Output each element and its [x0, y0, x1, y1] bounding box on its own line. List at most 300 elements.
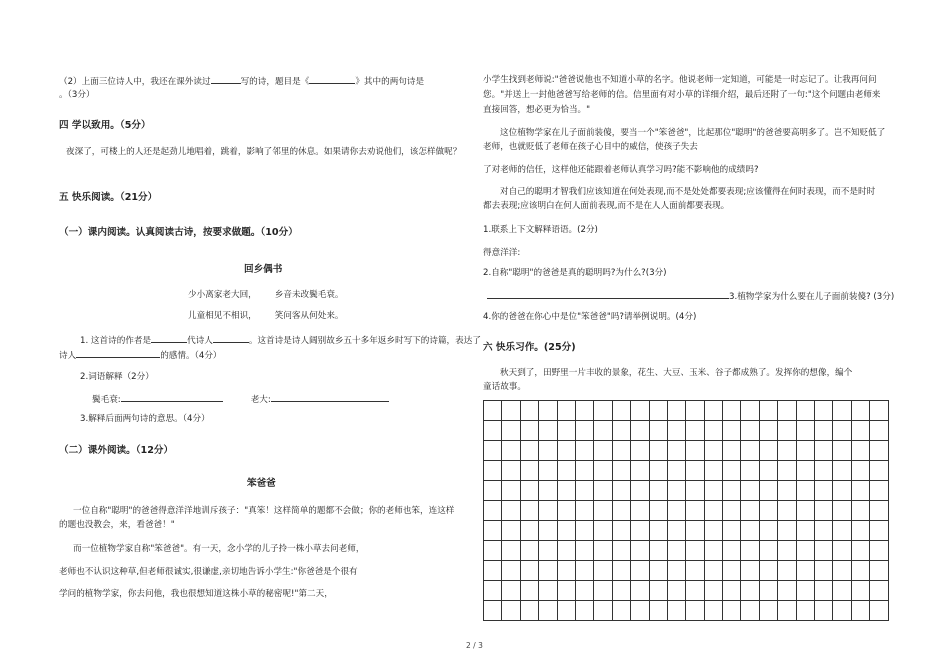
grid-cell[interactable]	[649, 601, 667, 621]
poem-line2	[188, 310, 344, 322]
grid-cell[interactable]	[520, 421, 538, 441]
grid-cell[interactable]	[631, 561, 649, 581]
grid-cell[interactable]	[815, 481, 833, 501]
grid-cell[interactable]	[815, 601, 833, 621]
grid-cell[interactable]	[649, 541, 667, 561]
grid-cell[interactable]	[759, 541, 777, 561]
q2-line2: 。（3分）	[59, 90, 95, 100]
grid-cell[interactable]	[612, 521, 630, 541]
grid-cell[interactable]	[741, 561, 759, 581]
grid-cell[interactable]	[594, 601, 612, 621]
grid-row	[484, 421, 889, 441]
grid-cell[interactable]	[649, 481, 667, 501]
grid-cell[interactable]	[649, 581, 667, 601]
grid-cell[interactable]	[815, 401, 833, 421]
blank[interactable]	[151, 333, 187, 343]
grid-cell[interactable]	[520, 521, 538, 541]
grid-cell[interactable]	[502, 461, 520, 481]
grid-cell[interactable]	[667, 481, 685, 501]
grid-cell[interactable]	[686, 501, 704, 521]
grid-cell[interactable]	[741, 501, 759, 521]
blank[interactable]	[309, 74, 355, 84]
grid-cell[interactable]	[851, 421, 869, 441]
grid-cell[interactable]	[594, 561, 612, 581]
grid-cell[interactable]	[723, 501, 741, 521]
grid-cell[interactable]	[870, 421, 888, 441]
grid-cell[interactable]	[870, 461, 888, 481]
grid-cell[interactable]	[594, 521, 612, 541]
grid-cell[interactable]	[612, 401, 630, 421]
grid-cell[interactable]	[704, 581, 722, 601]
grid-cell[interactable]	[667, 581, 685, 601]
grid-cell[interactable]	[870, 541, 888, 561]
grid-cell[interactable]	[686, 561, 704, 581]
grid-cell[interactable]	[778, 601, 796, 621]
grid-cell[interactable]	[723, 401, 741, 421]
grid-cell[interactable]	[686, 461, 704, 481]
grid-cell[interactable]	[759, 481, 777, 501]
grid-cell[interactable]	[594, 541, 612, 561]
grid-cell[interactable]	[484, 481, 502, 501]
grid-cell[interactable]	[484, 421, 502, 441]
grid-cell[interactable]	[686, 541, 704, 561]
grid-cell[interactable]	[759, 601, 777, 621]
grid-cell[interactable]	[851, 541, 869, 561]
grid-cell[interactable]	[833, 481, 851, 501]
right-l8: 都去表现;应该明白在何人面前表现,而不是在人人面前都要表现。	[483, 201, 730, 211]
grid-cell[interactable]	[778, 421, 796, 441]
grid-cell[interactable]	[870, 581, 888, 601]
grid-cell[interactable]	[870, 501, 888, 521]
sub1-title: （一）课内阅读。认真阅读古诗，按要求做题。（10分）	[59, 227, 298, 238]
grid-cell[interactable]	[796, 601, 814, 621]
grid-cell[interactable]	[833, 561, 851, 581]
grid-cell[interactable]	[778, 541, 796, 561]
grid-cell[interactable]	[686, 401, 704, 421]
section4-text: 夜深了，可楼上的人还是起劲儿地唱着，跳着，影响了邻里的休息。如果请你去劝说他们，该怎样做呢？	[66, 147, 462, 157]
grid-cell[interactable]	[557, 441, 575, 461]
grid-cell[interactable]	[833, 601, 851, 621]
blank[interactable]	[211, 74, 241, 84]
poem-q2: 2.词语解释（2分）	[80, 372, 154, 382]
grid-cell[interactable]	[815, 421, 833, 441]
grid-cell[interactable]	[778, 481, 796, 501]
grid-cell[interactable]	[686, 441, 704, 461]
grid-cell[interactable]	[667, 601, 685, 621]
right-l5: 老师，也就贬低了老师在孩子心目中的威信，使孩子失去	[483, 142, 698, 152]
grid-cell[interactable]	[833, 401, 851, 421]
grid-cell[interactable]	[594, 481, 612, 501]
grid-cell[interactable]	[723, 461, 741, 481]
grid-cell[interactable]	[704, 441, 722, 461]
grid-cell[interactable]	[778, 441, 796, 461]
grid-cell[interactable]	[539, 461, 557, 481]
grid-cell[interactable]	[612, 481, 630, 501]
poem-q2-words	[92, 392, 389, 406]
section6-l2: 童话故事。	[483, 382, 526, 392]
grid-cell[interactable]	[870, 561, 888, 581]
grid-cell[interactable]	[796, 401, 814, 421]
grid-row	[484, 461, 889, 481]
grid-cell[interactable]	[557, 541, 575, 561]
grid-cell[interactable]	[741, 461, 759, 481]
grid-cell[interactable]	[759, 461, 777, 481]
grid-cell[interactable]	[649, 501, 667, 521]
q2-text-b: 写的诗，题目是《	[240, 77, 310, 87]
grid-cell[interactable]	[723, 541, 741, 561]
grid-cell[interactable]	[557, 481, 575, 501]
grid-cell[interactable]	[575, 481, 593, 501]
grid-cell[interactable]	[484, 461, 502, 481]
grid-cell[interactable]	[667, 521, 685, 541]
grid-cell[interactable]	[704, 461, 722, 481]
grid-cell[interactable]	[741, 441, 759, 461]
section4-title: 四 学以致用。（5分）	[59, 120, 151, 131]
grid-cell[interactable]	[539, 581, 557, 601]
grid-cell[interactable]	[723, 521, 741, 541]
grid-cell[interactable]	[502, 441, 520, 461]
grid-cell[interactable]	[851, 461, 869, 481]
grid-cell[interactable]	[539, 501, 557, 521]
grid-cell[interactable]	[631, 501, 649, 521]
grid-cell[interactable]	[704, 501, 722, 521]
story-title: 笨爸爸	[247, 478, 276, 489]
grid-cell[interactable]	[815, 581, 833, 601]
grid-cell[interactable]	[796, 541, 814, 561]
grid-cell[interactable]	[815, 561, 833, 581]
grid-cell[interactable]	[612, 461, 630, 481]
grid-cell[interactable]	[557, 601, 575, 621]
grid-cell[interactable]	[759, 581, 777, 601]
grid-cell[interactable]	[631, 441, 649, 461]
grid-cell[interactable]	[796, 461, 814, 481]
grid-cell[interactable]	[704, 421, 722, 441]
grid-cell[interactable]	[484, 521, 502, 541]
grid-cell[interactable]	[778, 581, 796, 601]
grid-cell[interactable]	[870, 521, 888, 541]
story-p1-l1: 一位自称"聪明"的爸爸得意洋洋地训斥孩子："真笨！这样简单的题都不会做；你的老师也笨，连这样	[73, 506, 455, 516]
grid-cell[interactable]	[723, 481, 741, 501]
grid-cell[interactable]	[759, 401, 777, 421]
grid-cell[interactable]	[815, 521, 833, 541]
grid-cell[interactable]	[502, 521, 520, 541]
grid-cell[interactable]	[539, 541, 557, 561]
grid-cell[interactable]	[631, 461, 649, 481]
grid-cell[interactable]	[649, 461, 667, 481]
grid-cell[interactable]	[851, 481, 869, 501]
grid-cell[interactable]	[815, 501, 833, 521]
word-laoda: 老大:	[250, 395, 271, 405]
grid-cell[interactable]	[502, 401, 520, 421]
grid-cell[interactable]	[667, 441, 685, 461]
grid-cell[interactable]	[649, 521, 667, 541]
grid-cell[interactable]	[539, 421, 557, 441]
blank[interactable]	[213, 333, 249, 343]
grid-cell[interactable]	[723, 581, 741, 601]
grid-cell[interactable]	[612, 561, 630, 581]
grid-cell[interactable]	[778, 561, 796, 581]
poem-q1-c: 。这首诗是诗人阔别故乡五十多年返乡时写下的诗篇，表达了	[248, 336, 481, 346]
grid-cell[interactable]	[759, 441, 777, 461]
grid-cell[interactable]	[502, 541, 520, 561]
grid-cell[interactable]	[870, 401, 888, 421]
grid-cell[interactable]	[539, 601, 557, 621]
grid-row	[484, 541, 889, 561]
grid-cell[interactable]	[502, 581, 520, 601]
poem-title: 回乡偶书	[244, 264, 283, 275]
grid-cell[interactable]	[649, 441, 667, 461]
grid-cell[interactable]	[557, 421, 575, 441]
grid-cell[interactable]	[778, 521, 796, 541]
grid-cell[interactable]	[704, 521, 722, 541]
grid-cell[interactable]	[631, 421, 649, 441]
grid-cell[interactable]	[631, 601, 649, 621]
grid-cell[interactable]	[484, 401, 502, 421]
grid-cell[interactable]	[815, 441, 833, 461]
grid-cell[interactable]	[759, 501, 777, 521]
grid-cell[interactable]	[741, 521, 759, 541]
grid-cell[interactable]	[502, 601, 520, 621]
grid-cell[interactable]	[741, 541, 759, 561]
grid-cell[interactable]	[815, 541, 833, 561]
grid-row	[484, 581, 889, 601]
grid-cell[interactable]	[851, 521, 869, 541]
grid-cell[interactable]	[851, 601, 869, 621]
grid-cell[interactable]	[575, 561, 593, 581]
sub2-title: （二）课外阅读。（12分）	[59, 445, 174, 456]
blank[interactable]	[271, 392, 389, 402]
poem-q1-line2	[59, 348, 222, 362]
grid-cell[interactable]	[704, 401, 722, 421]
grid-cell[interactable]	[741, 481, 759, 501]
grid-cell[interactable]	[484, 561, 502, 581]
grid-cell[interactable]	[612, 501, 630, 521]
grid-cell[interactable]	[502, 561, 520, 581]
grid-cell[interactable]	[539, 401, 557, 421]
story-p2-l3: 学问的植物学家，你去问他，我也很想知道这株小草的秘密呢!"第二天，	[59, 589, 333, 599]
grid-cell[interactable]	[667, 501, 685, 521]
grid-cell[interactable]	[649, 421, 667, 441]
reading-q3: 3.植物学家为什么要在儿子面前装傻? (3分)	[729, 292, 895, 302]
grid-cell[interactable]	[833, 541, 851, 561]
grid-cell[interactable]	[557, 501, 575, 521]
grid-cell[interactable]	[575, 401, 593, 421]
grid-cell[interactable]	[594, 581, 612, 601]
grid-cell[interactable]	[778, 401, 796, 421]
grid-cell[interactable]	[631, 521, 649, 541]
grid-cell[interactable]	[741, 421, 759, 441]
grid-cell[interactable]	[557, 581, 575, 601]
grid-cell[interactable]	[502, 481, 520, 501]
grid-cell[interactable]	[704, 541, 722, 561]
grid-cell[interactable]	[520, 461, 538, 481]
grid-cell[interactable]	[484, 501, 502, 521]
grid-cell[interactable]	[833, 521, 851, 541]
grid-cell[interactable]	[612, 581, 630, 601]
grid-cell[interactable]	[704, 481, 722, 501]
grid-cell[interactable]	[520, 561, 538, 581]
grid-cell[interactable]	[833, 501, 851, 521]
grid-cell[interactable]	[833, 441, 851, 461]
grid-cell[interactable]	[667, 401, 685, 421]
grid-cell[interactable]	[484, 541, 502, 561]
grid-cell[interactable]	[594, 461, 612, 481]
grid-cell[interactable]	[815, 461, 833, 481]
poem-line1b: 乡音未改鬓毛衰。	[274, 290, 344, 300]
story-p2-l2: 老师也不认识这种草,但老师很诚实,很谦虚,亲切地告诉小学生:"你爸爸是个很有	[59, 567, 358, 577]
grid-cell[interactable]	[723, 421, 741, 441]
grid-cell[interactable]	[520, 441, 538, 461]
grid-cell[interactable]	[539, 441, 557, 461]
grid-cell[interactable]	[833, 461, 851, 481]
grid-cell[interactable]	[484, 601, 502, 621]
grid-cell[interactable]	[741, 401, 759, 421]
grid-cell[interactable]	[612, 541, 630, 561]
grid-cell[interactable]	[796, 441, 814, 461]
grid-cell[interactable]	[612, 441, 630, 461]
grid-cell[interactable]	[575, 501, 593, 521]
q2-line1	[59, 74, 424, 88]
grid-cell[interactable]	[796, 481, 814, 501]
grid-cell[interactable]	[557, 401, 575, 421]
grid-cell[interactable]	[686, 481, 704, 501]
grid-cell[interactable]	[870, 481, 888, 501]
right-l2: 您。"并送上一封他爸爸写给老师的信。信里面有对小草的详细介绍，最后还附了一句:"这个问题由老师来	[483, 90, 881, 100]
grid-cell[interactable]	[502, 421, 520, 441]
grid-cell[interactable]	[778, 501, 796, 521]
right-l3: 直接回答，想必更为恰当。"	[483, 105, 591, 115]
grid-row	[484, 481, 889, 501]
grid-cell[interactable]	[631, 401, 649, 421]
grid-cell[interactable]	[833, 581, 851, 601]
grid-cell[interactable]	[796, 581, 814, 601]
grid-cell[interactable]	[631, 541, 649, 561]
grid-cell[interactable]	[575, 541, 593, 561]
reading-q2: 2.自称"聪明"的爸爸是真的聪明吗?为什么?(3分)	[483, 268, 667, 278]
grid-cell[interactable]	[686, 581, 704, 601]
grid-cell[interactable]	[649, 561, 667, 581]
grid-row	[484, 441, 889, 461]
grid-cell[interactable]	[520, 541, 538, 561]
grid-cell[interactable]	[796, 501, 814, 521]
grid-cell[interactable]	[520, 501, 538, 521]
grid-cell[interactable]	[594, 421, 612, 441]
grid-cell[interactable]	[667, 461, 685, 481]
grid-cell[interactable]	[851, 501, 869, 521]
reading-q1-word: 得意洋洋:	[483, 248, 521, 258]
grid-cell[interactable]	[539, 481, 557, 501]
q2-text-a: （2）上面三位诗人中，我还在课外读过	[59, 77, 211, 87]
grid-cell[interactable]	[741, 581, 759, 601]
grid-cell[interactable]	[667, 421, 685, 441]
grid-cell[interactable]	[594, 441, 612, 461]
poem-q3: 3.解释后面两句诗的意思。（4分）	[80, 414, 210, 424]
grid-cell[interactable]	[796, 521, 814, 541]
grid-cell[interactable]	[520, 401, 538, 421]
grid-cell[interactable]	[667, 561, 685, 581]
grid-row	[484, 521, 889, 541]
right-l1: 小学生找到老师说:"爸爸说他也不知道小草的名字。他说老师一定知道，可能是一时忘记了。让我再问问	[483, 75, 877, 85]
grid-cell[interactable]	[796, 421, 814, 441]
grid-cell[interactable]	[575, 601, 593, 621]
grid-cell[interactable]	[686, 521, 704, 541]
grid-cell[interactable]	[833, 421, 851, 441]
grid-cell[interactable]	[667, 541, 685, 561]
grid-cell[interactable]	[502, 501, 520, 521]
q2-text-c: 》其中的两句诗是	[355, 77, 425, 87]
grid-cell[interactable]	[557, 561, 575, 581]
poem-q1-e: 的感情。（4分）	[160, 351, 222, 361]
grid-cell[interactable]	[723, 441, 741, 461]
grid-cell[interactable]	[575, 581, 593, 601]
poem-line1	[188, 289, 344, 301]
grid-cell[interactable]	[520, 481, 538, 501]
grid-cell[interactable]	[575, 521, 593, 541]
poem-line2b: 笑问客从何处来。	[274, 311, 344, 321]
grid-row	[484, 561, 889, 581]
poem-q1-b: 代诗人	[187, 336, 213, 346]
grid-cell[interactable]	[704, 561, 722, 581]
grid-cell[interactable]	[741, 601, 759, 621]
grid-cell[interactable]	[539, 561, 557, 581]
grid-cell[interactable]	[759, 561, 777, 581]
grid-cell[interactable]	[759, 521, 777, 541]
section6-title: 六 快乐习作。(25分)	[483, 342, 576, 353]
grid-cell[interactable]	[594, 501, 612, 521]
grid-cell[interactable]	[870, 601, 888, 621]
grid-cell[interactable]	[631, 581, 649, 601]
grid-cell[interactable]	[520, 581, 538, 601]
grid-cell[interactable]	[575, 421, 593, 441]
grid-cell[interactable]	[723, 561, 741, 581]
grid-cell[interactable]	[539, 521, 557, 541]
answer-line[interactable]	[487, 289, 729, 299]
grid-cell[interactable]	[575, 461, 593, 481]
grid-cell[interactable]	[704, 601, 722, 621]
writing-grid[interactable]	[483, 400, 889, 621]
grid-cell[interactable]	[759, 421, 777, 441]
blank[interactable]	[76, 348, 160, 358]
grid-cell[interactable]	[796, 561, 814, 581]
grid-cell[interactable]	[631, 481, 649, 501]
grid-cell[interactable]	[686, 601, 704, 621]
grid-cell[interactable]	[484, 441, 502, 461]
grid-cell[interactable]	[851, 581, 869, 601]
grid-cell[interactable]	[686, 421, 704, 441]
grid-row	[484, 501, 889, 521]
grid-cell[interactable]	[594, 401, 612, 421]
grid-cell[interactable]	[723, 601, 741, 621]
reading-q3-line	[487, 289, 894, 303]
grid-cell[interactable]	[612, 601, 630, 621]
section6-l1: 秋天到了，田野里一片丰收的景象，花生、大豆、玉米、谷子都成熟了。发挥你的想像，编个	[500, 368, 853, 378]
grid-cell[interactable]	[851, 401, 869, 421]
grid-cell[interactable]	[870, 441, 888, 461]
grid-cell[interactable]	[851, 561, 869, 581]
grid-cell[interactable]	[575, 441, 593, 461]
grid-cell[interactable]	[612, 421, 630, 441]
grid-cell[interactable]	[484, 581, 502, 601]
grid-cell[interactable]	[778, 461, 796, 481]
story-p2-l1: 而一位植物学家自称"笨爸爸"。有一天，念小学的儿子拎一株小草去问老师，	[73, 544, 365, 554]
blank[interactable]	[121, 392, 223, 402]
grid-cell[interactable]	[649, 401, 667, 421]
grid-cell[interactable]	[851, 441, 869, 461]
reading-q4: 4.你的爸爸在你心中是位"笨爸爸"吗?请举例说明。(4分)	[483, 312, 697, 322]
grid-cell[interactable]	[520, 601, 538, 621]
grid-cell[interactable]	[557, 461, 575, 481]
grid-cell[interactable]	[557, 521, 575, 541]
